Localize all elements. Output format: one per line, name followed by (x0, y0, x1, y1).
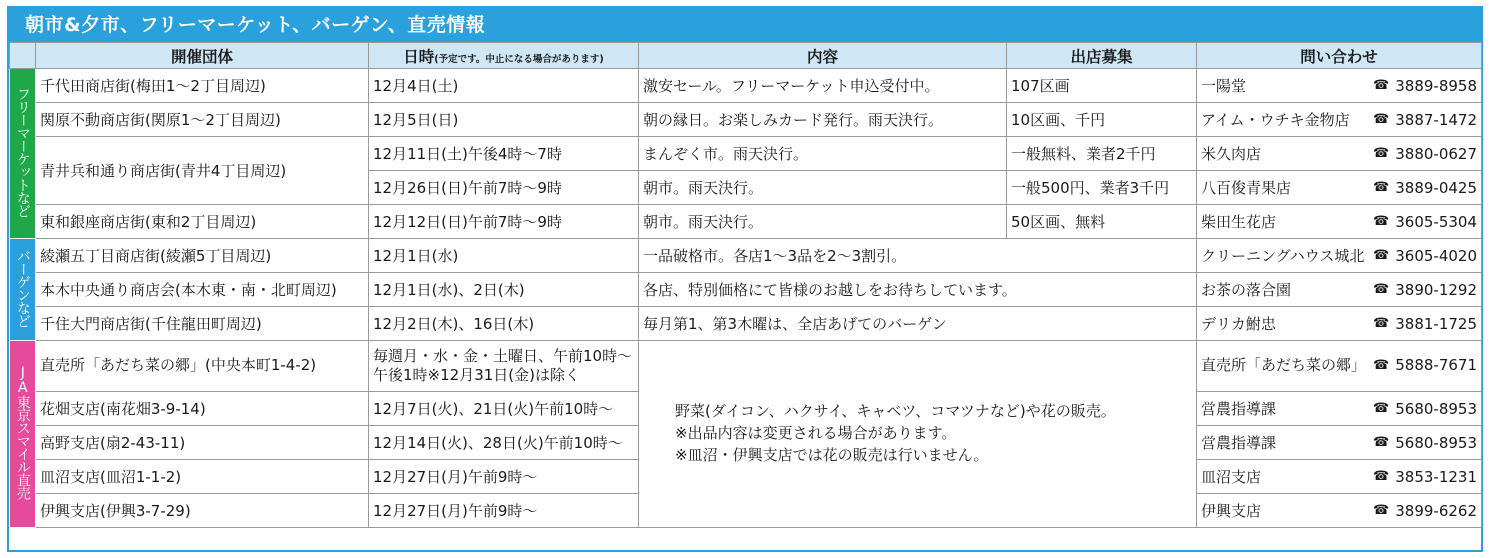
contact-cell (1197, 171, 1482, 205)
contact-cell (1197, 426, 1482, 460)
contact-tel: 3605-5304 (1395, 212, 1477, 231)
contact-shop: デリカ鮒忠 (1201, 315, 1276, 333)
date-cell: 12月7日(火)、21日(火)午前10時〜 (369, 392, 639, 426)
header-org: 開催団体 (36, 43, 369, 69)
table-row (10, 103, 1482, 137)
contact-shop: 一陽堂 (1201, 77, 1247, 95)
phone-icon: ☎ (1373, 248, 1390, 263)
header-spacer (10, 43, 36, 69)
content-cell: 毎月第1、第3木曜は、全店あげてのバーゲン (639, 307, 1197, 341)
category-flea-market (10, 69, 36, 239)
ja-content-note: ※皿沼・伊興支店では花の販売は行いません。 (675, 445, 989, 464)
booth-cell: 10区画、千円 (1007, 103, 1197, 137)
header-booth: 出店募集 (1007, 43, 1197, 69)
org-cell: 東和銀座商店街(東和2丁目周辺) (36, 205, 369, 239)
table-row (10, 205, 1482, 239)
contact-cell (1197, 69, 1482, 103)
date-cell: 12月11日(土)午後4時〜7時 (369, 137, 639, 171)
table-row (10, 69, 1482, 103)
contact-cell (1197, 103, 1482, 137)
date-cell: 12月2日(木)、16日(木) (369, 307, 639, 341)
contact-tel: 5680-8953 (1395, 433, 1477, 452)
table-header-row (10, 43, 1482, 69)
date-cell: 毎週月・水・金・土曜日、午前10時〜午後1時※12月31日(金)は除く (369, 341, 639, 392)
org-cell: 高野支店(扇2-43-11) (36, 426, 369, 460)
contact-shop: 直売所「あだち菜の郷」 (1201, 356, 1367, 375)
phone-icon: ☎ (1373, 112, 1390, 127)
date-cell: 12月14日(火)、28日(火)午前10時〜 (369, 426, 639, 460)
org-cell: 伊興支店(伊興3-7-29) (36, 494, 369, 528)
events-table (9, 42, 1482, 528)
date-cell: 12月27日(月)午前9時〜 (369, 460, 639, 494)
contact-shop: 伊興支店 (1201, 502, 1262, 520)
ja-content-note: ※出品内容は変更される場合があります。 (675, 424, 957, 443)
booth-cell: 一般無料、業者2千円 (1007, 137, 1197, 171)
header-content: 内容 (639, 43, 1007, 69)
phone-icon: ☎ (1373, 146, 1390, 161)
contact-cell (1197, 239, 1482, 273)
header-contact: 問い合わせ (1197, 43, 1482, 69)
date-cell: 12月5日(日) (369, 103, 639, 137)
category-label: フリーマーケットなど (14, 86, 31, 217)
table-row (10, 307, 1482, 341)
contact-cell (1197, 307, 1482, 341)
category-label: バーゲンなど (14, 248, 31, 327)
contact-shop: お茶の落合園 (1201, 281, 1292, 299)
phone-icon: ☎ (1373, 503, 1390, 518)
contact-tel: 3899-6262 (1395, 501, 1477, 520)
org-cell: 千住大門商店街(千住龍田町周辺) (36, 307, 369, 341)
org-cell: 青井兵和通り商店街(青井4丁目周辺) (36, 137, 369, 205)
booth-cell: 一般500円、業者3千円 (1007, 171, 1197, 205)
booth-cell: 50区画、無料 (1007, 205, 1197, 239)
org-cell: 本木中央通り商店会(本木東・南・北町周辺) (36, 273, 369, 307)
org-cell: 花畑支店(南花畑3-9-14) (36, 392, 369, 426)
date-cell: 12月1日(水)、2日(木) (369, 273, 639, 307)
header-date (369, 43, 639, 69)
contact-cell (1197, 392, 1482, 426)
ja-content-line: 野菜(ダイコン、ハクサイ、キャベツ、コマツナなど)や花の販売。 (675, 402, 1116, 421)
contact-cell (1197, 460, 1482, 494)
contact-tel: 3853-1231 (1395, 467, 1477, 486)
org-cell: 関原不動商店街(関原1〜2丁目周辺) (36, 103, 369, 137)
org-cell: 直売所「あだち菜の郷」(中央本町1-4-2) (36, 341, 369, 392)
category-bargain (10, 239, 36, 341)
contact-shop: 米久肉店 (1201, 145, 1262, 163)
date-cell: 12月4日(土) (369, 69, 639, 103)
contact-shop: 営農指導課 (1201, 434, 1277, 452)
content-cell: 一品破格市。各店1〜3品を2〜3割引。 (639, 239, 1197, 273)
phone-icon: ☎ (1373, 435, 1390, 450)
org-cell: 千代田商店街(梅田1〜2丁目周辺) (36, 69, 369, 103)
category-ja-direct-sales (10, 341, 36, 528)
contact-cell (1197, 137, 1482, 171)
ja-content-cell (639, 341, 1197, 528)
header-date-label: 日時 (403, 47, 435, 66)
table-row (10, 341, 1482, 392)
contact-tel: 3887-1472 (1395, 110, 1477, 129)
table-row (10, 273, 1482, 307)
org-cell: 綾瀬五丁目商店街(綾瀬5丁目周辺) (36, 239, 369, 273)
date-cell: 12月27日(月)午前9時〜 (369, 494, 639, 528)
contact-shop: 八百俊青果店 (1201, 179, 1292, 197)
content-cell: 各店、特別価格にて皆様のお越しをお待ちしています。 (639, 273, 1197, 307)
table-row (10, 137, 1482, 171)
content-cell: 朝市。雨天決行。 (639, 205, 1007, 239)
contact-shop: アイム・ウチキ金物店 (1201, 111, 1350, 129)
date-cell: 12月12日(日)午前7時〜9時 (369, 205, 639, 239)
date-cell: 12月26日(日)午前7時〜9時 (369, 171, 639, 205)
contact-cell (1197, 205, 1482, 239)
category-label: JA東京スマイル直売 (14, 365, 31, 500)
booth-cell: 107区画 (1007, 69, 1197, 103)
phone-icon: ☎ (1373, 78, 1390, 93)
phone-icon: ☎ (1373, 282, 1390, 297)
content-cell: 朝の縁日。お楽しみカード発行。雨天決行。 (639, 103, 1007, 137)
content-cell: 朝市。雨天決行。 (639, 171, 1007, 205)
phone-icon: ☎ (1373, 180, 1390, 195)
contact-tel: 5680-8953 (1395, 399, 1477, 418)
contact-cell (1197, 494, 1482, 528)
content-cell: 激安セール。フリーマーケット申込受付中。 (639, 69, 1007, 103)
date-cell: 12月1日(水) (369, 239, 639, 273)
phone-icon: ☎ (1373, 401, 1390, 416)
contact-tel: 3605-4020 (1395, 246, 1477, 265)
header-date-note: (予定です。中止になる場合があります) (434, 53, 604, 65)
org-cell: 皿沼支店(皿沼1-1-2) (36, 460, 369, 494)
phone-icon: ☎ (1373, 357, 1390, 373)
contact-shop: クリーニングハウス城北 (1201, 247, 1365, 265)
phone-icon: ☎ (1373, 214, 1390, 229)
contact-tel: 3889-8958 (1395, 76, 1477, 95)
contact-tel: 5888-7671 (1395, 356, 1477, 375)
content-cell: まんぞく市。雨天決行。 (639, 137, 1007, 171)
contact-shop: 皿沼支店 (1201, 468, 1262, 486)
contact-tel: 3881-1725 (1395, 314, 1477, 333)
contact-tel: 3889-0425 (1395, 178, 1477, 197)
events-table-frame (7, 6, 1483, 552)
contact-cell (1197, 273, 1482, 307)
phone-icon: ☎ (1373, 316, 1390, 331)
contact-cell (1197, 341, 1482, 392)
table-row (10, 239, 1482, 273)
contact-tel: 3890-1292 (1395, 280, 1477, 299)
contact-shop: 柴田生花店 (1201, 213, 1277, 231)
contact-tel: 3880-0627 (1395, 144, 1477, 163)
contact-shop: 営農指導課 (1201, 400, 1277, 418)
phone-icon: ☎ (1373, 469, 1390, 484)
page-title: 朝市&夕市、フリーマーケット、バーゲン、直売情報 (9, 8, 1481, 42)
